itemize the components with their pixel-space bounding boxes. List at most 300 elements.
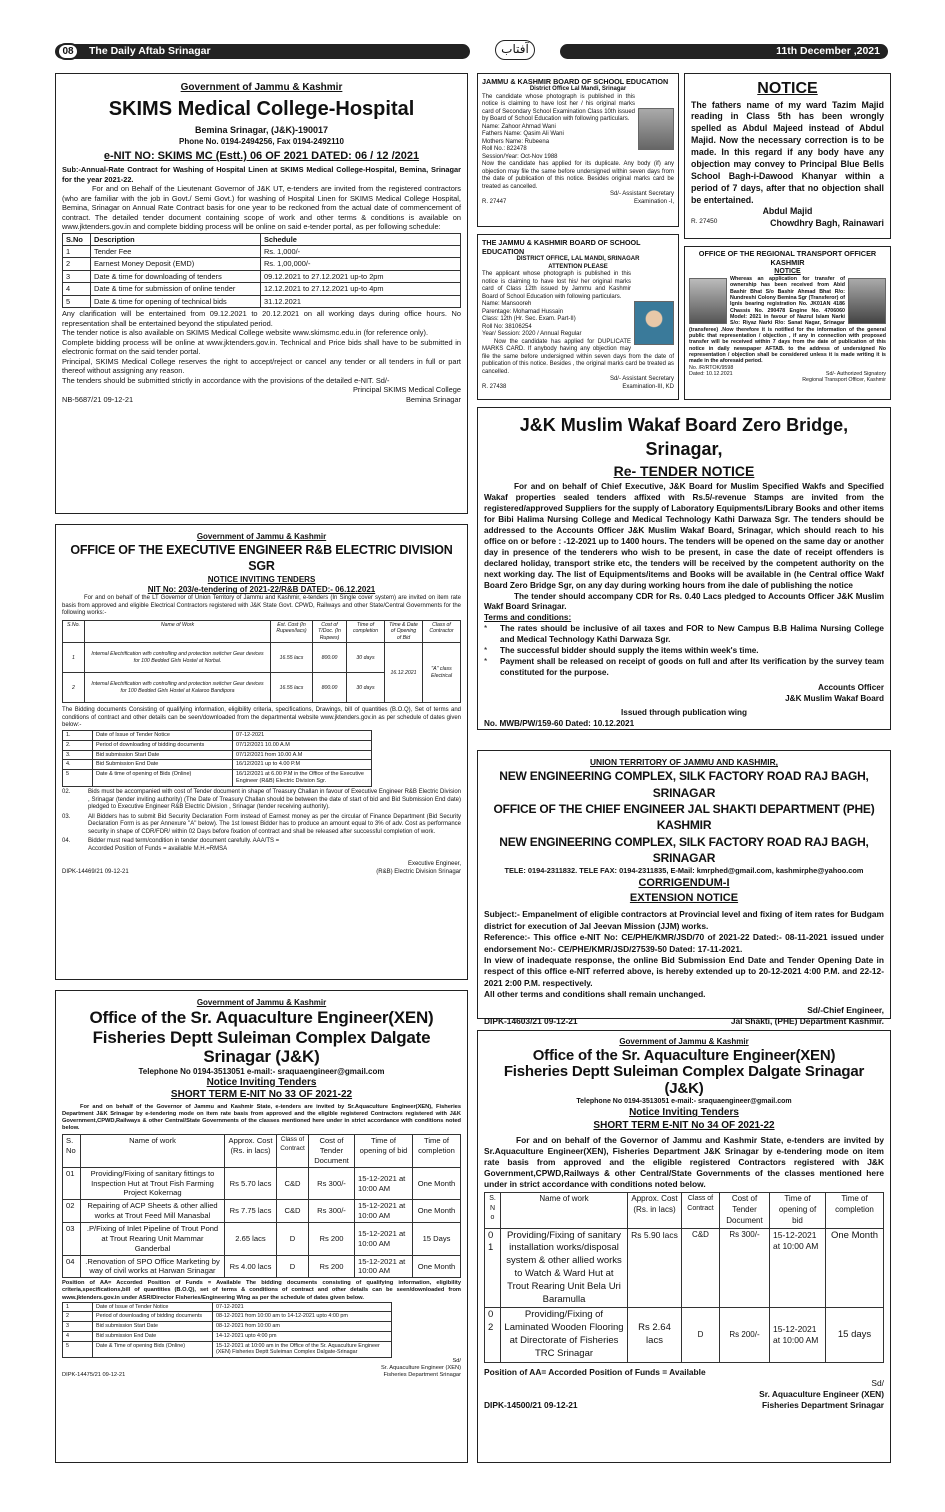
- table-cell: 08-12-2021 from 10:00 am to 14-12-2021 upto 4:00 pm: [213, 1312, 392, 1322]
- rb-sign-1: Executive Engineer,: [407, 861, 461, 867]
- fish1-tel: Telephone No 0194-3513051 e-mail:- sraquaengineer@gmail.com: [138, 1066, 385, 1076]
- table-header: Cost of T/Doc. (In Rupees): [313, 620, 347, 643]
- table-cell: Rs 5.90 lacs: [628, 1228, 682, 1308]
- phe-ref: DIPK-14603/21 09-12-21: [484, 1016, 578, 1027]
- table-cell: Rs 300/-: [720, 1228, 770, 1308]
- table-cell: 07/12/2021 from 10.00 A.M: [233, 750, 372, 760]
- table-cell: Providing/Fixing of Laminated Wooden Flooring at Directorate of Fisheries TRC Srinagar: [501, 1308, 628, 1362]
- table-cell: Rs 200/-: [720, 1308, 770, 1362]
- table-header: Name of Work: [85, 620, 271, 643]
- jkbose1-field: Name: Zahoor Ahmad Wani: [482, 123, 556, 130]
- table-row: [63, 283, 461, 295]
- table-cell: C&D: [682, 1228, 720, 1308]
- rto-body: Whereas an application for transfer of ownership has been received from Abid Bashir Bhat S/o Bashir Ahmad Bhat R/o: Nundreshi Colony Bemina Sgr (Transferor) of Ignis bearing registration No. JK01AN 4186 Chassis No. 290478 Engine No. 4706060 Model: 2021 in favour of Nazrul Islam Narki S/o: Riyaz Narki R/o: Sanat Nagar, Srinagar (transferee) .Now therefore it is notified for the information of the general public that representation / objection , if any in connection with proposed transfer will be received within 7 days from the date of publication of this notice in daily newspaper AFTAB. to the address of undersigned No representation / objection shall be considered unless it is made writing it is made in the aforesaid period.: [689, 275, 886, 365]
- fish1-sign-2: Fisheries Department Srinagar: [383, 1372, 461, 1379]
- table-cell: 5: [63, 1341, 93, 1358]
- table-cell: .Renovation of SPO Office Marketing by way of civil works at Harwan Srinagar: [81, 1255, 225, 1278]
- skims-nit: e-NIT NO: SKIMS MC (Estt.) 06 OF 2021 DATED: 06 / 12 /2021: [103, 150, 420, 163]
- jkbose1-title: JAMMU & KASHMIR BOARD OF SCHOOL EDUCATION: [482, 77, 669, 86]
- table-row: [63, 258, 461, 270]
- table-cell: C&D: [277, 1200, 309, 1223]
- jkbose2-ref: R. 27438: [482, 383, 507, 390]
- notice-footer: [691, 218, 884, 230]
- rto-photo-right: [848, 278, 886, 324]
- jkbose1-photo: [638, 108, 674, 150]
- table-cell: Bid Submission End Date: [93, 760, 233, 770]
- table-cell: Tender Fee: [91, 245, 261, 257]
- fish1-para-2: Position of AA= Accorded Position of Funds = Available The bidding documents consisting of qualifying information, eligibility criteria,specifications,bill of quantities (B.O.Q), set of terms & conditions of contract and other details can be seen/downloaded from www.jktenders.gov.in under ASR/Director Fisheries/Engineering Wing as per the schedule of dates given below.: [62, 1280, 461, 1301]
- phe-body: In view of inadequate response, the online Bid Submission End Date and Tender Opening Date in respect of this office e-NIT referred above, is hereby extended up to 20-12-2021 4:00 P.M. and 22-12-2021 2:00 P.M. respectively.: [484, 954, 884, 988]
- table-cell: Date & time of opening of Bids (Online): [93, 770, 233, 787]
- bullet-icon: *: [484, 624, 488, 634]
- jkbose2-photo: [634, 301, 674, 345]
- table-cell: 15-12-2021 at 10:00 AM: [355, 1167, 413, 1200]
- table-header: Time & Date of Opening of Bid: [385, 620, 423, 643]
- table-cell: 3.: [63, 750, 93, 760]
- table-cell: 03: [63, 1223, 81, 1256]
- phe-body-2: All other terms and conditions shall remain unchanged.: [484, 989, 706, 1000]
- item-text: Bidder must read term/condition in tender document carefully. AAA/TS = Accorded Position of Funds = available M.H.=RMSA: [88, 838, 280, 852]
- table-cell: 08-12-2021 from 10:00 am: [213, 1322, 392, 1332]
- skims-phone: Phone No. 0194-2494256, Fax 0194-2492110: [179, 136, 344, 146]
- table-cell: 5: [63, 295, 91, 307]
- table-header: S. No: [63, 1135, 81, 1168]
- table-cell: Rs 2.64 lacs: [628, 1308, 682, 1362]
- jkbose2-footer: [482, 384, 674, 392]
- jkbose1-sub: District Office Lal Mandi, Srinagar: [529, 86, 627, 92]
- skims-schedule-table: [62, 233, 461, 309]
- item-text: All Bidders has to submit Bid Security Declaration Form instead of Earnest money as per the circular of Finance Department (Bid Security Declaration Form is as per Annexure "A" below). The 1st lowest Bidder has to produce an amount equal to 3% of adv. Cost as performance security in shape of CDR/FDR/ within 02 Days before fixation of contract and shall be released after successful completion of work.: [88, 813, 461, 835]
- table-cell: One Month: [826, 1228, 884, 1308]
- table-cell: 16.55 lacs: [271, 673, 313, 703]
- table-cell: Providing/Fixing of sanitary installation works/disposal system & other allied works to Watch & Ward Hut at Trout Rearing Unit Bela Uri Baramulla: [501, 1228, 628, 1308]
- table-cell: 12.12.2021 to 27.12.2021 up-to 4pm: [261, 283, 461, 295]
- skims-gov: Government of Jammu & Kashmir: [180, 82, 343, 93]
- fisheries-tender-ad-34: [477, 1030, 891, 1463]
- wakaf-sign-2: J&K Muslim Wakaf Board: [785, 693, 884, 703]
- table-row: [63, 730, 372, 740]
- fish1-title-1: Office of the Sr. Aquaculture Engineer(XEN): [89, 1008, 434, 1027]
- item-text: Bids must be accompanied with cost of Tender document in shape of Treasury Challan in favour of Executive Engineer R&B Electric Division , Srinagar (tender inviting authority) (The Date of Treasury Challan should be between the date of start of bid and Bid Submission End date) pledged to Executive Engineer R&B Electric Division , Srinagar (tender receiving authority).: [88, 789, 461, 810]
- bullet-icon: *: [484, 656, 488, 666]
- jkbose2-field: Year/ Session: 2020 / Annual Regular: [482, 331, 582, 337]
- table-cell: Rs 7.75 lacs: [225, 1200, 277, 1223]
- fish2-sign-2: Fisheries Department Srinagar: [762, 1399, 884, 1410]
- wakaf-ref: No. MWB/PW/159-60 Dated: 10.12.2021: [484, 718, 635, 728]
- jkbose-notice-1: [477, 73, 679, 227]
- table-row: [63, 643, 461, 673]
- phe-line-2: NEW ENGINEERING COMPLEX, SILK FACTORY ROAD RAJ BAGH, SRINAGAR: [499, 769, 869, 800]
- phe-line-3: OFFICE OF THE CHIEF ENGINEER JAL SHAKTI DEPARTMENT (PHE) KASHMIR: [493, 802, 875, 833]
- table-row: [63, 1322, 392, 1332]
- table-cell: One Month: [413, 1200, 461, 1223]
- table-header: S.No.: [63, 620, 85, 643]
- table-cell: Internal Electrification with controlling and protection switcher Gear devices for 100 Bedded Girls Hostel at Kalaroo Bandipora: [85, 673, 271, 703]
- table-cell: Bid submission Start Date: [93, 1322, 213, 1332]
- fish1-gov: Government of Jammu & Kashmir: [196, 998, 327, 1007]
- rto-no: No. /R/RTOK/9598: [689, 364, 734, 371]
- rb-schedule-table: [62, 730, 372, 787]
- rb-sign-2: (R&B) Electric Division Srinagar: [376, 868, 461, 875]
- table-cell: 15-12-2021 at 10:00 AM: [770, 1308, 826, 1362]
- table-cell: 09.12.2021 to 27.12.2021 up-to 2pm: [261, 270, 461, 282]
- table-cell: 2: [63, 1312, 93, 1322]
- phe-footer: [484, 1016, 884, 1027]
- wakaf-para-1: For and on behalf of Chief Executive, J&K Board for Muslim Specified Wakfs and Specified Wakaf properties sealed tenders affixed with Rs.5/-revenue Stamps are invited from the registered/approved Suppliers for the supply of Laboratory Equipments/Library Books and other items for Bibi Halima Nursing College and Medical Technology Kathi Darwaza Sgr. The tenders should be addressed to the Accounts Officer J&K Muslim Wakaf Board, Srinagar, which should reach to his office on or before : -12-2021 up to 1400 hours. The tenders will be opened on the same day or another day in presence of the tenderers who wish to be present, in case the date of receipt offenders is declared holiday, transport strike etc, the tenders will be received by the competent authority on the next working day. The list of Equipments/items and Books will be available in (he Central office Wakf Board Zero Bridge Sgr, on any day during working hours from ihe dale of publishing the notice: [484, 482, 884, 590]
- table-header: Class of Contract: [682, 1193, 720, 1228]
- table-cell: Bid submission Start Date: [93, 750, 233, 760]
- table-row: [485, 1308, 884, 1362]
- fisheries-tender-ad-33: [55, 990, 468, 1463]
- table-cell: 02: [63, 1200, 81, 1223]
- skims-para-5: Principal, SKIMS Medical College reserves the right to accept/reject or cancel any tender or all tenders in full or part thereof without assigning any reason.: [62, 356, 461, 376]
- skims-para-6: The tenders should be submitted strictly in accordance with the provisions of the detailed e-NIT. Sd/-: [62, 375, 390, 385]
- jkbose1-body-2: Now the candidate has applied for its duplicate. Any body (if) any objection may file the same before undersigned within seven days from the date of publication of this notice. Besides original marks card be treated as cancelled.: [482, 161, 674, 190]
- table-row: [63, 770, 372, 787]
- rto-notice: [684, 246, 891, 400]
- table-row: [63, 1331, 392, 1341]
- table-cell: 1: [63, 643, 85, 673]
- table-row: [63, 1167, 461, 1200]
- phe-line-1: UNION TERRITORY OF JAMMU AND KASHMIR,: [590, 757, 778, 767]
- fish2-ref: DIPK-14500/21 09-12-21: [484, 1399, 578, 1410]
- item-number: 04.: [62, 838, 71, 844]
- table-cell: Date & time for opening of technical bids: [91, 295, 261, 307]
- phe-tel: TELE: 0194-2311832. TELE FAX: 0194-2311835, E-Mail: kmrphed@gmail.com, kashmirphe@yahoo.com: [504, 866, 864, 876]
- phe-subject: Subject:- Empanelment of eligible contractors at Provincial level and fixing of item rates for Budgam district for execution of Jal Jeevan Mission (JJM) works.: [484, 909, 884, 931]
- jkbose1-sign: Sd/- Assistant Secretary: [609, 191, 674, 197]
- rto-title: OFFICE OF THE REGIONAL TRANSPORT OFFICER KASHMIR: [698, 249, 877, 267]
- wakaf-terms-heading: Terms and conditions:: [484, 613, 572, 623]
- skims-address: Bemina Srinagar, (J&K)-190017: [194, 125, 329, 136]
- table-cell: Rs 4.00 lacs: [225, 1255, 277, 1278]
- rb-ref: DIPK-14469/21 09-12-21: [62, 868, 129, 875]
- wakaf-tender-ad: [477, 407, 891, 730]
- fish1-short: SHORT TERM E-NIT No 33 OF 2021-22: [170, 1089, 353, 1101]
- table-row: [63, 1341, 392, 1358]
- rto-date: Dated: 10.12.2021: [689, 371, 733, 378]
- skims-signatory: Principal SKIMS Medical College: [352, 385, 461, 395]
- table-header: Time of completion: [347, 620, 385, 643]
- table-cell: 30 days: [347, 643, 385, 673]
- list-item: [62, 789, 461, 812]
- fish2-title-1: Office of the Sr. Aquaculture Engineer(XEN): [532, 1046, 836, 1064]
- jkbose2-sub: DISTRICT OFFICE, LAL MANDI, SRINAGAR: [516, 256, 640, 262]
- skims-para-4: Complete bidding process will be online at www.jktenders.gov.in. Technical and Price bids shall have to be submitted in electronic format on the said tender portal.: [62, 337, 461, 357]
- jkbose1-sign-2: Examination -I,: [633, 198, 674, 205]
- table-header: S. N o: [485, 1193, 501, 1228]
- jkbose1-field: Fathers Name: Qasim Ali Wani: [482, 131, 564, 137]
- table-cell: 1: [63, 245, 91, 257]
- wakaf-title: J&K Muslim Wakaf Board Zero Bridge, Srinagar,: [519, 415, 849, 459]
- table-row: [63, 245, 461, 257]
- skims-footer: [62, 395, 461, 404]
- table-header: S.No: [63, 233, 91, 245]
- skims-subject: Sub:-Annual-Rate Contract for Washing of Hospital Linen at SKIMS Medical College-Hospital, Bemina, Srinagar for the year 2021-22.: [62, 165, 461, 184]
- phe-sign-1: Sd/-Chief Engineer,: [807, 1004, 884, 1015]
- table-cell: 01: [63, 1167, 81, 1200]
- paper-name: The Daily Aftab Srinagar: [89, 45, 211, 57]
- table-cell: Internal Electrification with controlling and protection switcher Gear devices for 100 Bedded Girls Hostel at Norbal.: [85, 643, 271, 673]
- rb-para-2: The Bidding documents Consisting of qualifying information, eligibility criteria, specifications, Drawings, bill of quantities (B.O.Q), Set of terms and conditions of contract and other details can be seen/downloaded from the departmental website www.jktenders.gov.in as per schedule of dates given below:-: [62, 707, 461, 729]
- jkbose2-sign: Sd/- Assistant Secretary: [609, 376, 674, 382]
- jkbose1-footer: [482, 199, 674, 207]
- list-item: [484, 624, 884, 646]
- table-cell: 2.65 lacs: [225, 1223, 277, 1256]
- list-item: [62, 814, 461, 837]
- jkbose2-field: Parentage: Mohamad Hussain: [482, 308, 564, 315]
- list-item: [484, 646, 884, 657]
- table-cell: 3: [63, 1322, 93, 1332]
- table-cell: 30 days: [347, 673, 385, 703]
- table-cell: 07/12/2021 10.00 A.M: [233, 740, 372, 750]
- table-header: Class of Contractor: [423, 620, 461, 643]
- table-cell: 15-12-2021 at 10:00 AM: [770, 1228, 826, 1308]
- wakaf-term: The rates should be inclusive of ail taxes and FOR to New Campus B.B Halima Nursing College and Medical Technology Kathi Darwaza Sgr.: [500, 624, 884, 645]
- rb-title: OFFICE OF THE EXECUTIVE ENGINEER R&B ELECTRIC DIVISION SGR: [70, 543, 453, 573]
- table-row: [63, 760, 372, 770]
- wakaf-para-2: The tender should accompany CDR for Rs. 0.40 Lacs pledged to Accounts Officer J&K Muslim Wakf Board Srinagar.: [484, 591, 884, 612]
- table-row: [63, 1312, 392, 1322]
- skims-para-2: Any clarification will be entertained from 09.12.2021 to 20.12.2021 on all working days during office hours. No representation shall be entertained beyond the stipulated period.: [62, 309, 461, 328]
- table-header: Name of work: [501, 1193, 628, 1228]
- table-row: [63, 270, 461, 282]
- skims-para-1: For and on Behalf of the Lieutenant Governor of J&K UT, e-tenders are invited from the registered contractors (who are familiar with the job in Govt./ Semi Govt.) for washing of Hospital Linen for SKIMS Medical College Hospital, Bemina, Srinagar on Annual Rate Contract basis for one year to be reckoned from the actual date of commencement of contract. The detailed tender document containing scope of work and other terms & conditions is available on www.jktenders.gov.in and complete bidding process will be online on said e-tender portal, as per following schedule:: [62, 184, 461, 232]
- table-header: Est. Cost (In Rupees/lacs): [271, 620, 313, 643]
- table-cell: 16/12/2021 up to 4.00 P.M: [233, 760, 372, 770]
- table-cell: D: [277, 1255, 309, 1278]
- rb-para-1: For and on behalf of the LT Governor of Union Territory of Jammu and Kashmir, e-tenders (In Single cover system) are invited on item rate basis from approved and eligible Electrical Contractors registered with J&K State Govt. CPWD, Railways and other State/Central Governments for the following works:-: [62, 595, 461, 617]
- table-header: Time of completion: [826, 1193, 884, 1228]
- table-cell: D: [682, 1308, 720, 1362]
- table-cell: Rs 300/-: [309, 1200, 355, 1223]
- jkbose2-body-2: Now the candidate has applied for DUPLICATE MARKS CARD. If anybody having any objection may file the same before undersigned within seven days from the date of publication of this notice. Besides , the original marks card be treated as cancelled.: [482, 338, 674, 375]
- notice-ref: R. 27450: [691, 218, 718, 226]
- table-cell: Rs 300/-: [309, 1167, 355, 1200]
- table-cell: Period of downloading of bidding documents: [93, 1312, 213, 1322]
- table-header: Description: [91, 233, 261, 245]
- table-cell: 2: [63, 673, 85, 703]
- notice-name: Abdul Majid: [762, 206, 813, 217]
- fish1-works-table: [62, 1134, 461, 1278]
- table-cell: One Month: [413, 1167, 461, 1200]
- table-cell: Date & time for submission of online tender: [91, 283, 261, 295]
- table-cell: Date & Time of opening Bids (Online): [93, 1341, 213, 1358]
- table-cell: Rs 5.70 lacs: [225, 1167, 277, 1200]
- issue-date: 11th December ,2021: [776, 45, 880, 57]
- table-cell: One Month: [413, 1255, 461, 1278]
- rb-sub: NOTICE INVITING TENDERS: [207, 575, 316, 585]
- list-item: [62, 838, 461, 853]
- skims-signatory-place: Bemina Srinagar: [405, 394, 461, 404]
- table-row: [63, 1302, 392, 1312]
- rb-nit: NIT No: 203/e-tendering of 2021-22/R&B DATED:- 06.12.2021: [147, 585, 376, 595]
- fish1-schedule-table: [62, 1302, 392, 1359]
- fish2-short: SHORT TERM E-NIT No 34 OF 2021-22: [593, 1120, 775, 1132]
- table-header: Time of opening of bid: [355, 1135, 413, 1168]
- table-header: Name of work: [81, 1135, 225, 1168]
- contractor-class: "A" class Electrical: [423, 643, 461, 703]
- fish2-position: Position of AA= Accorded Position of Funds = Available: [484, 1366, 706, 1377]
- table-cell: 800.00: [313, 643, 347, 673]
- table-cell: Earnest Money Deposit (EMD): [91, 258, 261, 270]
- rto-sub: NOTICE: [774, 267, 801, 275]
- table-cell: 0 1: [485, 1228, 501, 1308]
- table-cell: 15-12-2021 at 10:00 AM: [355, 1223, 413, 1256]
- skims-title: SKIMS Medical College-Hospital: [108, 97, 415, 120]
- fish2-nit: Notice Inviting Tenders: [629, 1107, 739, 1119]
- wakaf-term: The successful bidder should supply the items within week's time.: [500, 646, 759, 656]
- jkbose2-field: Roll No: 38106254: [482, 323, 532, 330]
- name-correction-notice: [684, 73, 891, 239]
- table-cell: Rs. 1,000/-: [261, 245, 461, 257]
- table-cell: 16.55 lacs: [271, 643, 313, 673]
- fish1-footer: [62, 1372, 461, 1379]
- table-cell: 0 2: [485, 1308, 501, 1362]
- rto-photo-left: [689, 278, 727, 324]
- table-cell: 4.: [63, 760, 93, 770]
- phe-corrigendum-ad: [477, 750, 891, 1027]
- table-cell: 31.12.2021: [261, 295, 461, 307]
- table-cell: Providing/Fixing of sanitary fittings to Inspection Hut at Trout Fish Farming Project Kokernag: [81, 1167, 225, 1200]
- fish2-works-table: [484, 1192, 884, 1363]
- table-row: [63, 1200, 461, 1223]
- fish1-title-2: Fisheries Deptt Suleiman Complex Dalgate Srinagar (J&K): [92, 1027, 431, 1067]
- phe-corrigendum: CORRIGENDUM-I: [638, 877, 730, 890]
- list-item: [484, 657, 884, 679]
- skims-tender-ad: [55, 73, 468, 514]
- rto-sign-2: Regional Transport Officer, Kashmir: [802, 377, 886, 384]
- fish1-para-1: For and on behalf of the Governor of Jammu and Kashmir State, e-tenders are invited by Sr.Aquaculture Engineer(XEN), Fisheries Department J&K Srinagar by e-tendering mode on item rate basis from approved and the eligible registered Contractors registered with J&K Government,CPWD,Railways & other Central/State Governments of the classes mentioned here under in strict accordance with conditions noted below.: [62, 1103, 461, 1132]
- table-cell: 04: [63, 1255, 81, 1278]
- notice-body: The fathers name of my ward Tazim Majid reading in Class 5th has been wrongly spelled as Abdul Majeed instead of Abdul Majid. Now the necessary correction is to be made. In this regard if any body have any objection may convey to Principal Blue Bells School Bagh-i-Dawood Khanyar within a period of 7 days, after that no objection shall be entertained.: [691, 99, 884, 205]
- table-cell: Rs. 1,00,000/-: [261, 258, 461, 270]
- bullet-icon: *: [484, 646, 488, 656]
- wakaf-sign-1: Accounts Officer: [818, 682, 884, 692]
- skims-para-3: The tender notice is also available on SKIMS Medical College website www.skimsmc.edu.in (for reference only).: [62, 328, 428, 338]
- table-header: Cost of Tender Document: [720, 1193, 770, 1228]
- wakaf-term: Payment shall be released on receipt of goods on full and after Its verification by the survey team constituted for the purpose.: [500, 656, 884, 677]
- phe-line-4: NEW ENGINEERING COMPLEX, SILK FACTORY ROAD RAJ BAGH, SRINAGAR: [499, 834, 869, 865]
- table-row: [63, 740, 372, 750]
- rb-works-table: [62, 620, 461, 704]
- jkbose2-field: Name: Mansooreh: [482, 301, 532, 307]
- rto-sign: Sd/- Authorized Signatory: [825, 371, 886, 378]
- jkbose2-title: THE JAMMU & KASHMIR BOARD OF SCHOOL EDUCATION: [482, 238, 641, 256]
- table-cell: 15 days: [826, 1308, 884, 1362]
- phe-sign-2: Jal Shakti, (PHE) Department Kashmir.: [730, 1016, 884, 1027]
- table-cell: Rs 200: [309, 1223, 355, 1256]
- jkbose1-field: Roll No.: 822478: [482, 146, 527, 152]
- table-cell: 07-12-2021: [233, 730, 372, 740]
- table-row: [485, 1228, 884, 1308]
- jkbose1-body: The candidate whose photograph is published in this notice is claiming to have lost her / his original marks card of Secondary School Examination Class 10th issued by Board of School Education with following particulars.: [482, 93, 635, 122]
- table-cell: 14-12-2021 upto 4:00 pm: [213, 1331, 392, 1341]
- table-cell: 1.: [63, 730, 93, 740]
- page-number: 08: [57, 43, 79, 60]
- fish2-footer: [484, 1400, 884, 1411]
- table-cell: Date of Issue of Tender Notice: [93, 1302, 213, 1312]
- bid-opening-date: 16.12.2021: [385, 643, 423, 703]
- table-header: Time of opening of bid: [770, 1193, 826, 1228]
- item-number: 03.: [62, 813, 71, 820]
- jkbose2-attention: ATTENTION PLEASE: [548, 263, 608, 270]
- jkbose-notice-2: [477, 234, 679, 400]
- table-cell: 15 Days: [413, 1223, 461, 1256]
- wakaf-sub: Re- TENDER NOTICE: [613, 462, 755, 479]
- paper-logo: آفتاب: [495, 40, 535, 60]
- jkbose1-field: Session/Year: Oct-Nov 1988: [482, 153, 558, 160]
- fish2-tel: Telephone No 0194-3513051 e-mail:- sraquaengineer@gmail.com: [576, 1098, 792, 1106]
- table-cell: C&D: [277, 1167, 309, 1200]
- table-cell: 16/12/2021 at 6.00 P.M in the Office of the Executive Engineer (R&B) Electric Division Sgr.: [233, 770, 372, 787]
- table-cell: Date & time for downloading of tenders: [91, 270, 261, 282]
- table-row: [63, 1223, 461, 1256]
- table-cell: Date of Issue of Tender Notice: [93, 730, 233, 740]
- table-cell: Rs 200: [309, 1255, 355, 1278]
- rb-electric-tender-ad: [55, 524, 468, 980]
- table-cell: 800.00: [313, 673, 347, 703]
- table-cell: 4: [63, 1331, 93, 1341]
- table-header: Time of completion: [413, 1135, 461, 1168]
- fish2-para-1: For and on behalf of the Governor of Jammu and Kashmir State, e-tenders are invited by Sr.Aquaculture Engineer(XEN), Fisheries Department J&K Srinagar by e-tendering mode on item rate basis from approved and the eligible registered Contractors registered with J&K Government,CPWD,Railways & other Central/State Governments of the classes mentioned here under in strict accordance with conditions noted below.: [484, 1134, 884, 1190]
- table-cell: 2: [63, 258, 91, 270]
- table-cell: 07-12-2021: [213, 1302, 392, 1312]
- table-cell: 4: [63, 283, 91, 295]
- table-cell: Period of downloading of bidding documents: [93, 740, 233, 750]
- phe-reference: Reference:- This office e-NIT No: CE/PHE/KMR/JSD/70 of 2021-22 Dated:- 08-11-2021 issued under endorsement No:- CE/PHE/KMR/JSD/27539-50 Dated: 17-11-2021.: [484, 932, 884, 954]
- fish2-title-2: Fisheries Deptt Suleiman Complex Dalgate Srinagar (J&K): [503, 1063, 865, 1097]
- jkbose2-body: The applicant whose photograph is published in this notice is claiming to have lost his/ her original marks card of Class 12th issued by Jammu and Kashmir Board of School Education with following particulars.: [482, 271, 631, 300]
- table-row: [63, 1255, 461, 1278]
- table-row: [63, 295, 461, 307]
- page-header: [55, 42, 888, 62]
- jkbose2-field: Class: 12th (Hr. Sec. Exam. Part-II): [482, 316, 576, 322]
- table-cell: Bid submission End Date: [93, 1331, 213, 1341]
- rb-gov: Government of Jammu & Kashmir: [196, 532, 327, 541]
- fish1-sd: Sd/: [452, 1358, 461, 1365]
- table-cell: .P/Fixing of Inlet Pipeline of Trout Pond at Trout Rearing Unit Mammar Ganderbal: [81, 1223, 225, 1256]
- table-cell: 15-12-2021 at 10:00 am in the Office of the Sr. Aquaculture Engineer (XEN) Fisheries Deptt Suleiman Complex Dalgate-Srinagar: [213, 1341, 392, 1358]
- table-header: Approx. Cost (Rs. in lacs): [225, 1135, 277, 1168]
- jkbose1-ref: R. 27447: [482, 198, 507, 205]
- table-cell: 15-12-2021 at 10:00 AM: [355, 1200, 413, 1223]
- fish2-sign-1: Sr. Aquaculture Engineer (XEN): [759, 1388, 884, 1399]
- fish1-nit: Notice Inviting Tenders: [206, 1076, 317, 1088]
- jkbose1-field: Mothers Name: Rubeena: [482, 138, 550, 145]
- rb-footer: [62, 869, 461, 877]
- jkbose2-sign-2: Examination-III, KD: [622, 383, 674, 390]
- table-header: Approx. Cost (Rs. in lacs): [628, 1193, 682, 1228]
- table-header: Cost of Tender Document: [309, 1135, 355, 1168]
- fish2-gov: Government of Jammu & Kashmir: [619, 1037, 749, 1046]
- item-number: 02.: [62, 789, 71, 795]
- table-row: [63, 750, 372, 760]
- notice-title: NOTICE: [757, 80, 818, 97]
- table-cell: 3: [63, 270, 91, 282]
- skims-ref: NB-5687/21 09-12-21: [62, 394, 134, 404]
- table-cell: D: [277, 1223, 309, 1256]
- fish1-sign-1: Sr. Aquaculture Engineer (XEN): [381, 1365, 461, 1372]
- fish1-ref: DIPK-14475/21 09-12-21: [62, 1372, 126, 1379]
- phe-extension: EXTENSION NOTICE: [629, 892, 739, 905]
- table-header: Schedule: [261, 233, 461, 245]
- table-cell: 5: [63, 770, 93, 787]
- fish2-sd: Sd/: [871, 1377, 884, 1388]
- wakaf-issued: Issued through publication wing: [621, 707, 747, 717]
- table-cell: 2.: [63, 740, 93, 750]
- table-cell: 15-12-2021 at 10:00 AM: [355, 1255, 413, 1278]
